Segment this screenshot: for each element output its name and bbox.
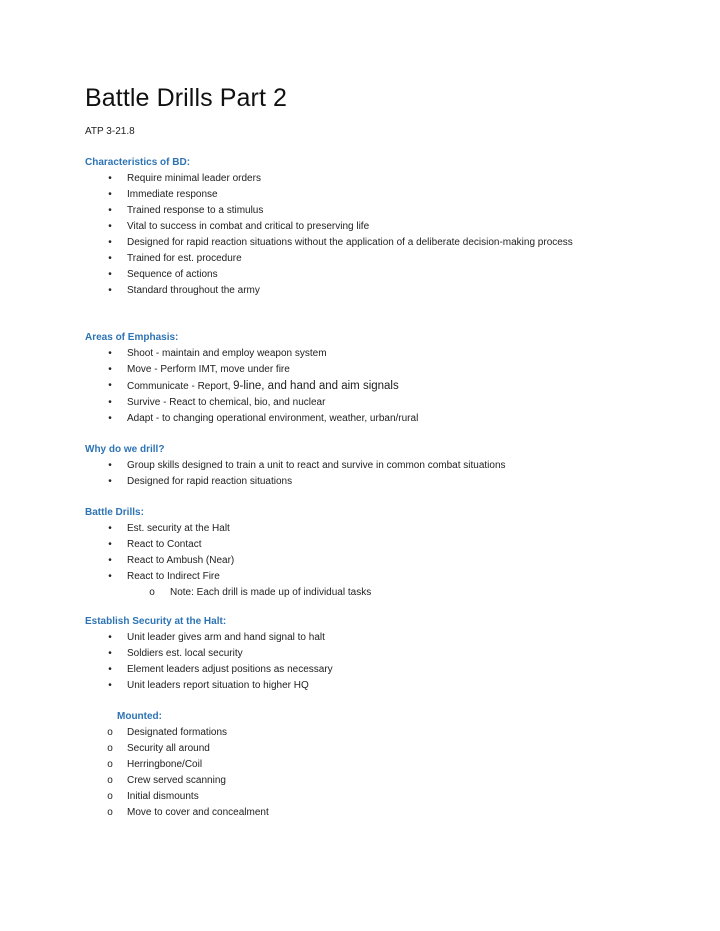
bullet-icon: • [108,380,112,391]
list-item: • Survive - React to chemical, bio, and nuclear [85,395,685,411]
bullet-icon: • [108,648,112,659]
list-item: • Unit leader gives arm and hand signal to halt [85,630,685,646]
list-item: • Designed for rapid reaction situations [85,474,685,490]
list-item: o Designated formations [85,725,685,741]
bullet-icon: • [108,632,112,643]
list-item: • Unit leaders report situation to higher HQ [85,678,685,694]
list-item: • React to Contact [85,537,685,553]
bullet-icon: • [108,205,112,216]
list-item: • Designed for rapid reaction situations without the application of a deliberate decision-making process [85,235,627,251]
list-item-note: o Note: Each drill is made up of individual tasks [85,585,685,601]
list-item: • Element leaders adjust positions as necessary [85,662,685,678]
list-item: • Trained response to a stimulus [85,203,685,219]
section-why [85,444,685,490]
hollow-bullet-icon: o [107,807,113,818]
section-battle-drills [85,507,685,601]
section-emphasis [85,332,685,427]
list-item: • Adapt - to changing operational environment, weather, urban/rural [85,411,685,427]
section-characteristics [85,157,685,299]
emphasized-text: 9-line, and hand and aim signals [233,380,399,392]
bullet-icon: • [108,523,112,534]
hollow-bullet-icon: o [107,791,113,802]
list-item: • Est. security at the Halt [85,521,685,537]
list-item: • Vital to success in combat and critical to preserving life [85,219,685,235]
list-item: • Require minimal leader orders [85,171,685,187]
document-title: Battle Drills Part 2 [85,84,288,112]
bullet-icon: • [108,664,112,675]
bullet-icon: • [108,253,112,264]
section-heading: Battle Drills: [85,507,144,518]
hollow-bullet-icon: o [107,775,113,786]
document-subtitle: ATP 3-21.8 [85,126,135,137]
hollow-bullet-icon: o [107,727,113,738]
bullet-icon: • [108,680,112,691]
bullet-list [85,521,685,601]
bullet-icon: • [108,285,112,296]
bullet-list [85,171,685,299]
list-item: o Security all around [85,741,685,757]
section-heading: Areas of Emphasis: [85,332,179,343]
hollow-bullet-icon: o [107,759,113,770]
bullet-list [85,458,685,490]
section-heading: Characteristics of BD: [85,157,191,168]
bullet-icon: • [108,460,112,471]
section-heading: Establish Security at the Halt: [85,616,227,627]
list-item: • Standard throughout the army [85,283,685,299]
bullet-icon: • [108,571,112,582]
bullet-icon: • [108,413,112,424]
bullet-list [85,630,685,694]
section-mounted [85,711,685,821]
section-heading: Mounted: [117,711,162,722]
list-item: o Initial dismounts [85,789,685,805]
section-security [85,616,685,694]
bullet-icon: • [108,173,112,184]
list-item: • Shoot - maintain and employ weapon system [85,346,685,362]
bullet-icon: • [108,555,112,566]
bullet-list [85,725,685,821]
bullet-icon: • [108,221,112,232]
bullet-icon: • [108,237,112,248]
list-item: • Sequence of actions [85,267,685,283]
bullet-icon: • [108,397,112,408]
hollow-bullet-icon: o [107,743,113,754]
list-item: • React to Ambush (Near) [85,553,685,569]
list-item: o Move to cover and concealment [85,805,685,821]
list-item: o Herringbone/Coil [85,757,685,773]
bullet-icon: • [108,539,112,550]
bullet-icon: • [108,269,112,280]
list-item: • Move - Perform IMT, move under fire [85,362,685,378]
list-item: • React to Indirect Fire [85,569,685,585]
bullet-icon: • [108,348,112,359]
bullet-icon: • [108,189,112,200]
section-heading: Why do we drill? [85,444,165,455]
bullet-icon: • [108,476,112,487]
list-item: • Communicate - Report, 9-line, and hand and aim signals [85,378,685,395]
list-item: • Trained for est. procedure [85,251,685,267]
list-item: • Immediate response [85,187,685,203]
bullet-list [85,346,685,427]
list-item: • Group skills designed to train a unit to react and survive in common combat situations [85,458,685,474]
hollow-bullet-icon: o [149,587,155,598]
bullet-icon: • [108,364,112,375]
list-item: o Crew served scanning [85,773,685,789]
list-item: • Soldiers est. local security [85,646,685,662]
